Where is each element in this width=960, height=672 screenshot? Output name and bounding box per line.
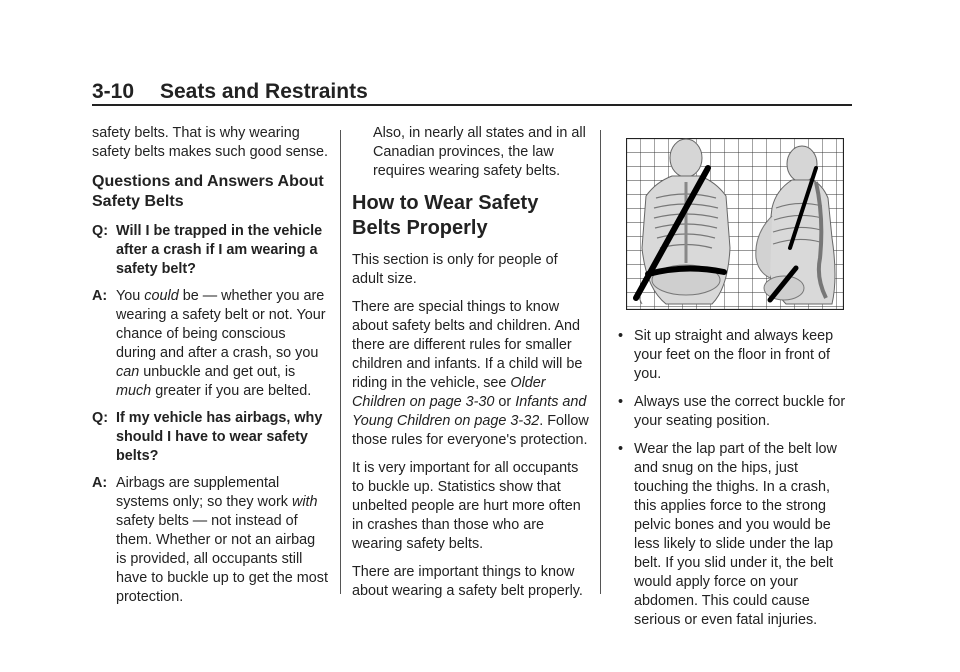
paragraph-text: . Follow those rules for everyone's protection. — [352, 413, 589, 448]
header-rule — [92, 104, 852, 106]
paragraph-text: There are special things to know about safety belts and children. And there are different rules for smaller children and infants. If a child will be riding in the vehicle, see — [352, 299, 583, 391]
answer-1 — [92, 287, 328, 401]
cross-reference-link[interactable]: Older Children on page 3-30 — [352, 375, 546, 410]
question-text: Will I be trapped in the vehicle after a crash if I am wearing a safety belt? — [116, 223, 323, 277]
paragraph-children — [352, 298, 592, 450]
question-1 — [92, 222, 328, 279]
bullet-glyph: • — [618, 441, 624, 457]
column-1 — [92, 124, 328, 615]
safety-belt-illustration — [626, 138, 844, 310]
answer-emphasis: could — [144, 288, 179, 304]
bullet-text: Always use the correct buckle for your seating position. — [634, 394, 846, 429]
bullet-item — [612, 393, 852, 431]
column-divider-1 — [340, 130, 341, 594]
bullet-text: Wear the lap part of the belt low and snug on the hips, just touching the thighs. In a crash, this applies force to the strong pelvic bones and you would be less likely to slide under the lap belt. If you slid under it, the belt would apply force on your abdomen. This could cause serious or even fatal injuries. — [634, 441, 837, 628]
answer-label: A: — [92, 475, 108, 491]
skeleton-belt-diagram — [626, 138, 844, 310]
section-title: Seats and Restraints — [160, 80, 368, 103]
answer-text: greater if you are belted. — [151, 383, 312, 399]
intro-paragraph: safety belts. That is why wearing safety belts makes such good sense. — [92, 125, 328, 160]
paragraph-text: or — [494, 394, 516, 410]
paragraph-statistics: It is very important for all occupants to buckle up. Statistics show that unbelted people are hurt more often in crashes than those who are wearing safety belts. — [352, 460, 581, 552]
answer-text: Airbags are supplemental systems only; so they work — [116, 475, 292, 510]
answer-text: safety belts — not instead of them. Whether or not an airbag is provided, all occupants still have to buckle up to get the most protection. — [116, 513, 328, 605]
question-label: Q: — [92, 410, 108, 426]
answer-text: You — [116, 288, 145, 304]
question-text: If my vehicle has airbags, why should I have to wear safety belts? — [116, 410, 323, 464]
answer-emphasis: with — [291, 494, 318, 510]
bullet-item — [612, 327, 852, 384]
bullet-glyph: • — [618, 328, 624, 344]
bullet-glyph: • — [618, 394, 624, 410]
section-heading: How to Wear Safety Belts Properly — [352, 192, 539, 239]
answer-text: unbuckle and get out, is — [139, 364, 296, 380]
qa-heading: Questions and Answers About Safety Belts — [92, 173, 324, 210]
answer-emphasis: can — [116, 364, 140, 380]
column-2 — [352, 124, 592, 610]
answer-emphasis: much — [116, 383, 152, 399]
answer-label: A: — [92, 288, 108, 304]
question-2 — [92, 409, 328, 466]
continued-paragraph: Also, in nearly all states and in all Canadian provinces, the law requires wearing safety belts. — [373, 125, 586, 179]
cross-reference-link[interactable]: Infants and Young Children on page 3-32 — [352, 394, 587, 429]
column-3 — [612, 124, 852, 639]
bullet-item — [612, 440, 852, 630]
paragraph-adult-size: This section is only for people of adult size. — [352, 252, 558, 287]
answer-text: be — whether you are wearing a safety belt or not. Your chance of being conscious during and after a crash, so you — [116, 288, 326, 361]
page-header — [92, 80, 852, 104]
bullet-text: Sit up straight and always keep your feet on the floor in front of you. — [634, 328, 834, 382]
question-label: Q: — [92, 223, 108, 239]
answer-2 — [92, 474, 328, 607]
paragraph-important-things: There are important things to know about wearing a safety belt properly. — [352, 564, 583, 599]
column-divider-2 — [600, 130, 601, 594]
page-number: 3-10 — [92, 80, 135, 103]
